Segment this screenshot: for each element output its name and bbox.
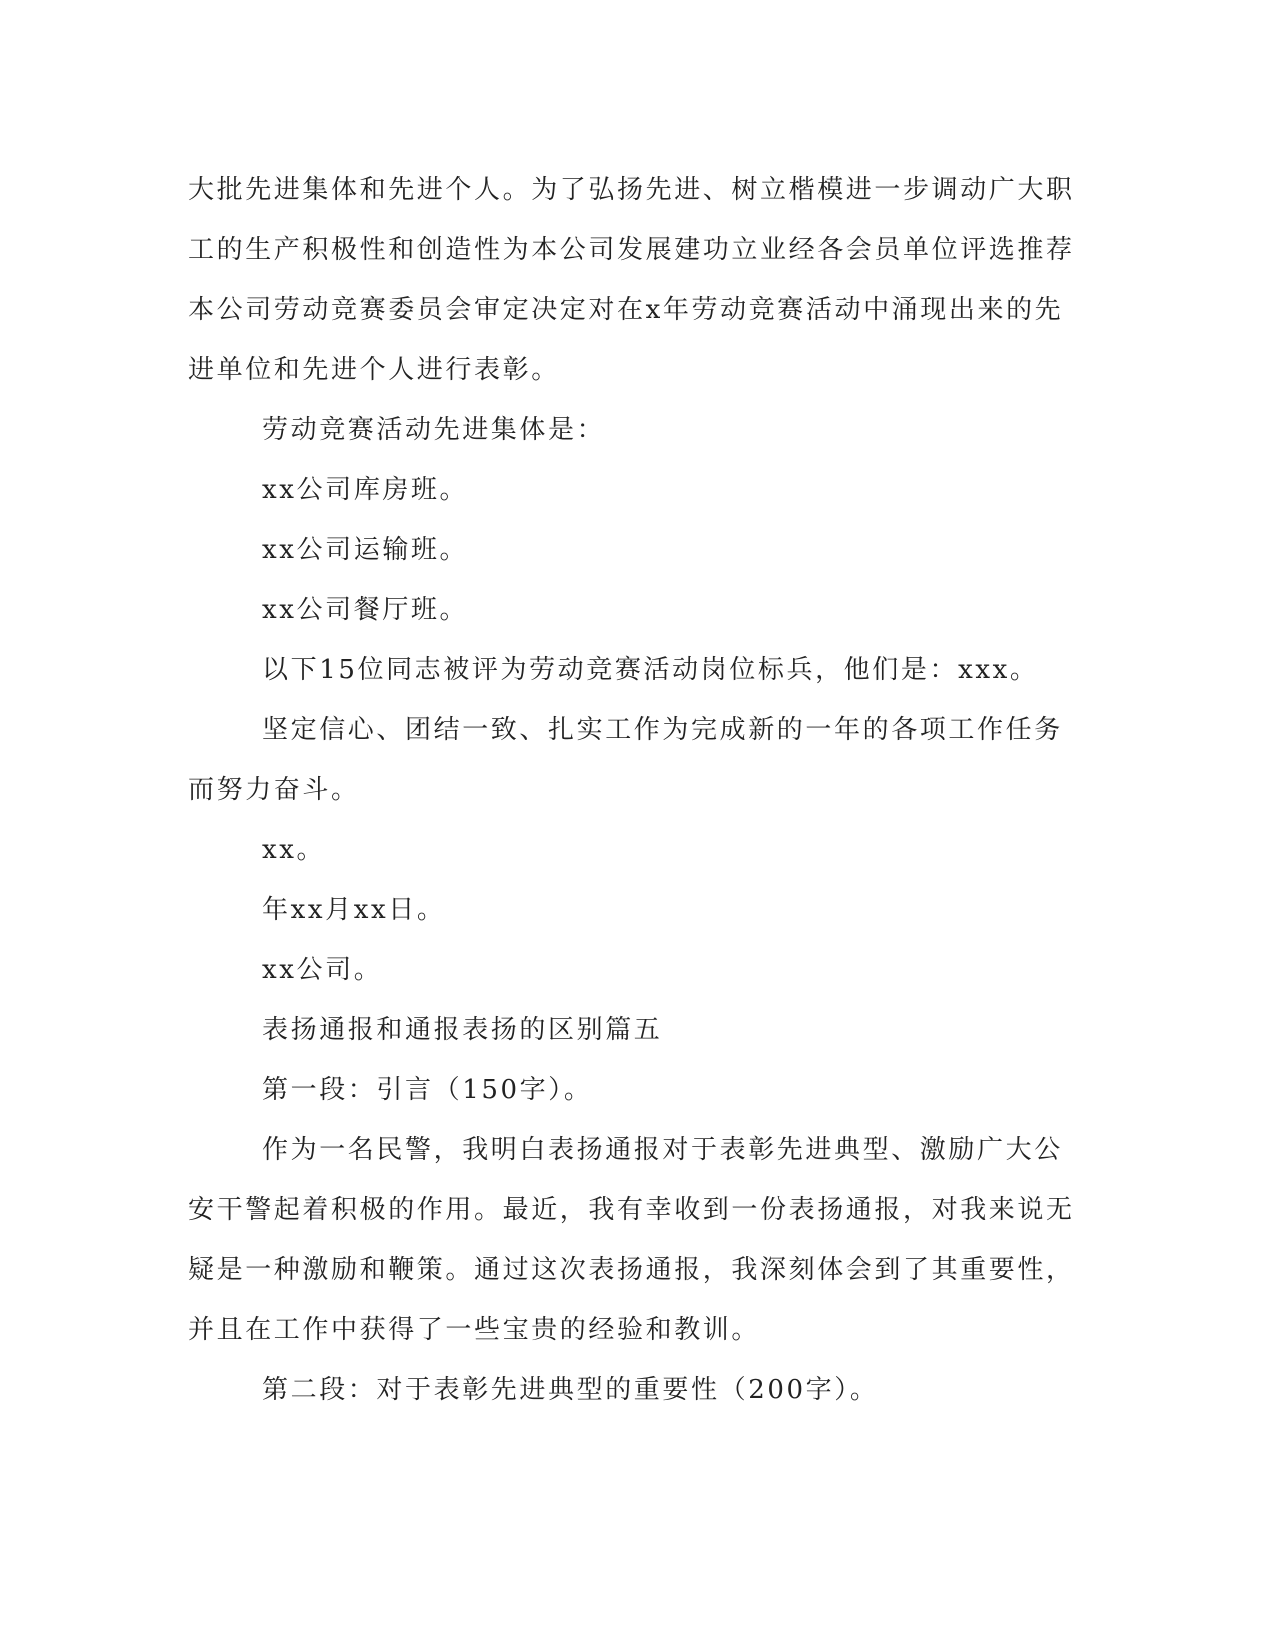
paragraph-advanced-collectives-heading: 劳动竞赛活动先进集体是：: [262, 415, 606, 445]
paragraph-signature-name: xx。: [262, 835, 326, 865]
section-1-body: 作为一名民警，我明白表扬通报对于表彰先进典型、激励广大公安干警起着积极的作用。最近，我有幸收到一份表扬通报，对我来说无疑是一种激励和鞭策。通过这次表扬通报，我深刻体会到了其重要性，并且在工作中获得了一些宝贵的经验和教训。: [188, 1135, 1075, 1345]
paragraph-collective-1: xx公司库房班。: [262, 475, 469, 505]
paragraph-closing-call: 坚定信心、团结一致、扎实工作为完成新的一年的各项工作任务而努力奋斗。: [188, 715, 1063, 805]
section-2-heading: 第二段：对于表彰先进典型的重要性（200字）。: [262, 1375, 879, 1405]
section-1-heading: 第一段：引言（150字）。: [262, 1075, 593, 1105]
paragraph-post-models: 以下15位同志被评为劳动竞赛活动岗位标兵，他们是：xxx。: [262, 655, 1039, 685]
paragraph-signature-date: 年xx月xx日。: [262, 895, 446, 925]
paragraph-signature-company: xx公司。: [262, 955, 383, 985]
paragraph-continuation: 大批先进集体和先进个人。为了弘扬先进、树立楷模进一步调动广大职工的生产积极性和创造性为本公司发展建功立业经各会员单位评选推荐本公司劳动竞赛委员会审定决定对在x年劳动竞赛活动中涌现出来的先进单位和先进个人进行表彰。: [188, 175, 1075, 385]
section-title: 表扬通报和通报表扬的区别篇五: [262, 1015, 663, 1045]
document-body: [188, 160, 1078, 1420]
paragraph-collective-2: xx公司运输班。: [262, 535, 469, 565]
paragraph-collective-3: xx公司餐厅班。: [262, 595, 469, 625]
